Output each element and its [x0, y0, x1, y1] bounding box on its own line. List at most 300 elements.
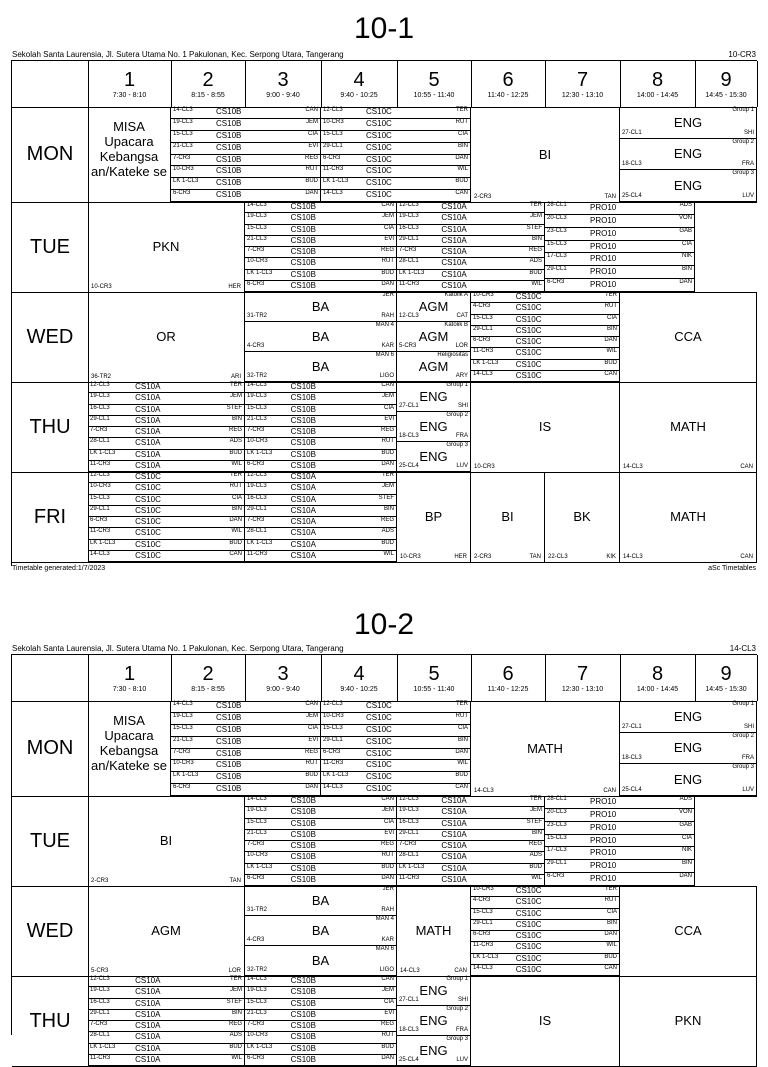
course-code: CS10A: [290, 505, 316, 515]
course-code: CS10A: [441, 235, 467, 245]
subject-name: BI: [538, 146, 552, 162]
room-code: 28-CL1: [90, 438, 110, 445]
course-code: CS10C: [515, 348, 542, 358]
teacher-code: BUD: [381, 449, 394, 456]
course-code: CS10B: [290, 998, 316, 1008]
schedule-line: [321, 701, 470, 713]
room-code: 19-CL3: [173, 118, 193, 125]
course-code: CS10B: [216, 118, 242, 128]
course-code: CS10B: [216, 748, 242, 758]
room-code: 15-CL3: [547, 834, 567, 841]
room-code: 20-CL3: [547, 214, 567, 221]
teacher-code: EVI: [384, 829, 394, 836]
schedule-line: [88, 1032, 244, 1043]
room-code: 19-CL3: [247, 987, 267, 994]
teacher-code: RUT: [381, 438, 394, 445]
teacher-code: TER: [605, 886, 617, 892]
room-code: LK 1-CL3: [247, 269, 273, 276]
teacher-code: BUD: [604, 953, 617, 960]
room-code: 6-CR3: [323, 748, 341, 755]
teacher-code: RUT: [455, 712, 468, 719]
room-code: 32-TR2: [247, 373, 268, 379]
schedule-line: [397, 841, 544, 852]
teacher-code: RUT: [604, 303, 617, 310]
room-code: 19-CL3: [247, 213, 267, 220]
course-code: CS10B: [290, 213, 316, 223]
teacher-code: BIN: [231, 415, 242, 422]
schedule-line: [88, 976, 244, 987]
course-code: CS10A: [290, 539, 316, 549]
teacher-code: CAN: [229, 550, 242, 557]
teacher-code: CAN: [604, 964, 617, 971]
course-code: PRO10: [590, 203, 617, 212]
room-code: 28-CL1: [399, 852, 419, 859]
course-code: CS10A: [441, 213, 467, 223]
course-code: CS10B: [290, 863, 316, 873]
group-line: [397, 1036, 470, 1066]
teacher-code: DAN: [455, 154, 468, 161]
room-code: 29-CL1: [547, 266, 567, 273]
teacher-code: REG: [528, 247, 542, 253]
course-code: CS10B: [290, 1032, 316, 1042]
teacher-code: BUD: [381, 863, 394, 870]
teacher-code: CIA: [307, 130, 318, 137]
generated-note: Timetable generated:1/7/2023: [12, 565, 106, 572]
period-time: 10:55 - 11:40: [413, 92, 455, 99]
teacher-code: DAN: [381, 460, 394, 467]
subject-name: ENG: [419, 449, 448, 464]
room-code: 29-CL1: [247, 505, 267, 512]
teacher-code: JEM: [530, 213, 542, 220]
teacher-code: BIN: [606, 919, 617, 926]
period-number: 2: [202, 663, 214, 685]
room-code: 32-TR2: [247, 967, 268, 973]
teacher-code: STEF: [526, 224, 542, 231]
timetable-cell: [471, 976, 620, 1066]
page-title: 10-1: [353, 12, 415, 45]
room-code: 7-CR3: [247, 841, 265, 847]
room-code: 7-CR3: [247, 427, 265, 433]
course-code: PRO10: [590, 228, 617, 238]
course-code: CS10C: [515, 359, 542, 369]
room-code: 11-CR3: [323, 166, 344, 173]
group-tag: Group 1: [446, 382, 468, 388]
teacher-code: BUD: [381, 269, 394, 276]
teacher-code: WIL: [231, 1054, 242, 1061]
room-code: 7-CR3: [399, 247, 417, 253]
period-time: 14:00 - 14:45: [636, 92, 679, 99]
course-code: CS10C: [366, 712, 392, 722]
course-code: CS10B: [290, 1021, 316, 1030]
course-code: CS10A: [441, 829, 467, 839]
schedule-line: [471, 886, 619, 897]
teacher-code: KIK: [606, 554, 616, 560]
room-code: 27-CL1: [399, 997, 419, 1003]
subject-name: BA: [311, 359, 330, 374]
schedule-line: [245, 999, 396, 1010]
course-code: CS10A: [135, 1054, 161, 1064]
room-code: LK 1-CL3: [247, 863, 273, 870]
subject-name: MISA Upacara Kebangsa an/Kateke se: [91, 119, 167, 179]
teacher-code: LUV: [456, 1057, 468, 1063]
schedule-line: [88, 1055, 244, 1066]
subject-name: CCA: [674, 923, 702, 938]
day-label: TUE: [12, 796, 89, 886]
course-code: CS10B: [216, 142, 242, 152]
teacher-code: JEM: [382, 807, 394, 814]
teacher-code: LIGO: [379, 373, 394, 379]
teacher-code: BIN: [531, 829, 542, 836]
teacher-code: CAN: [381, 202, 394, 208]
course-code: CS10A: [135, 1021, 161, 1030]
room-code: 19-CL3: [399, 807, 419, 814]
room-code: 23-CL3: [547, 821, 567, 828]
room-code: 10-CR3: [473, 886, 494, 892]
course-code: CS10B: [290, 1054, 316, 1064]
course-code: PRO10: [590, 797, 617, 806]
subject-name: BI: [501, 509, 514, 524]
room-code: 29-CL1: [90, 1009, 110, 1016]
teacher-code: LOR: [228, 968, 241, 974]
teacher-code: CAT: [456, 313, 468, 319]
course-code: CS10C: [515, 942, 542, 952]
room-code: 14-CL3: [173, 107, 193, 113]
group-tag: JER: [382, 886, 394, 892]
timetable-cell: [620, 886, 757, 976]
day-label: WED: [12, 886, 89, 976]
course-code: CS10B: [290, 1043, 316, 1053]
course-code: CS10A: [441, 258, 467, 268]
course-code: CS10B: [216, 166, 242, 176]
teacher-code: BUD: [305, 772, 318, 779]
room-code: 14-CL3: [400, 968, 420, 974]
course-code: CS10A: [441, 796, 467, 805]
subject-name: CCA: [674, 329, 702, 344]
timetable-cell: [545, 796, 695, 886]
room-code: 21-CL3: [247, 1009, 267, 1016]
course-code: CS10C: [515, 303, 542, 313]
room-code: 6-CR3: [247, 874, 265, 881]
course-code: CS10A: [290, 483, 316, 493]
teacher-code: CAN: [381, 796, 394, 802]
room-code: 10-CR3: [247, 852, 268, 859]
room-code: 14-CL3: [247, 796, 267, 802]
timetable-cell: [397, 886, 471, 976]
period-time: 14:45 - 15:30: [705, 686, 747, 693]
schedule-line: [88, 1010, 244, 1021]
teacher-code: DAN: [381, 280, 394, 287]
room-code: 16-CL3: [247, 494, 267, 501]
teacher-code: WIL: [531, 280, 542, 287]
course-code: CS10A: [441, 852, 467, 862]
teacher-code: DAN: [229, 517, 242, 523]
timetable-cell: [321, 701, 471, 796]
subject-name: ENG: [673, 740, 703, 756]
room-code: LK 1-CL3: [323, 772, 349, 779]
course-code: CS10C: [515, 337, 542, 346]
subject-name: ENG: [419, 1043, 448, 1058]
teacher-code: DAN: [305, 190, 318, 197]
course-code: CS10B: [290, 247, 316, 256]
subject-name: PKN: [674, 1013, 702, 1028]
teacher-code: REG: [380, 247, 394, 253]
room-code: LK 1-CL3: [90, 1043, 116, 1050]
room-code: 10-CR3: [247, 258, 268, 265]
course-code: CS10A: [290, 550, 316, 560]
course-code: CS10C: [515, 953, 542, 963]
day-row: [12, 796, 757, 887]
room-code: 12-CL3: [247, 472, 267, 478]
teacher-code: CIA: [231, 494, 242, 501]
period-time: 7:30 - 8:10: [112, 92, 147, 99]
room-code: 12-CL3: [90, 976, 110, 982]
schedule-line: [245, 1010, 396, 1021]
teacher-code: REG: [304, 154, 318, 161]
course-code: CS10B: [290, 818, 316, 828]
teacher-code: BIN: [457, 736, 468, 743]
room-code: 14-CL3: [623, 464, 643, 470]
subject-name: ENG: [673, 772, 703, 788]
room-code: 6-CR3: [173, 784, 191, 791]
room-code: 18-CL3: [622, 161, 642, 168]
course-code: PRO10: [590, 215, 617, 225]
course-code: CS10A: [441, 818, 467, 828]
period-time: 11:40 - 12:25: [487, 686, 529, 693]
group-tag: Religiositas: [437, 352, 468, 358]
teacher-code: KAR: [381, 343, 394, 349]
room-code: LK 1-CL3: [399, 269, 425, 276]
generator-name: aSc Timetables: [708, 565, 756, 572]
room-code: 6-CR3: [173, 190, 191, 197]
schedule-line: [171, 760, 320, 772]
room-code: 14-CL3: [473, 964, 493, 971]
room-code: LK 1-CL3: [473, 359, 499, 366]
teacher-code: TAN: [229, 878, 241, 884]
subject-name: BA: [311, 329, 330, 344]
course-code: CS10A: [441, 202, 467, 211]
teacher-code: CAN: [455, 190, 468, 197]
room-code: 21-CL3: [247, 415, 267, 422]
period-cell: [545, 655, 621, 701]
subject-name: ENG: [673, 114, 703, 130]
schedule-line: [545, 822, 694, 835]
period-number: 4: [353, 69, 365, 91]
teacher-code: JEM: [382, 483, 394, 490]
teacher-code: CAN: [305, 701, 318, 707]
course-code: CS10C: [135, 550, 161, 560]
room-code: 15-CL3: [247, 224, 267, 231]
course-code: CS10B: [290, 796, 316, 805]
subject-name: OR: [156, 329, 176, 344]
teacher-code: BUD: [529, 269, 542, 276]
teacher-code: CIA: [606, 314, 617, 321]
teacher-code: FRA: [456, 1027, 468, 1033]
room-code: 4-CR3: [247, 343, 265, 349]
teacher-code: BUD: [455, 772, 468, 779]
course-code: CS10B: [290, 987, 316, 997]
subject-name: MISA Upacara Kebangsa an/Kateke se: [91, 713, 167, 773]
course-code: PRO10: [590, 241, 617, 251]
room-code: LK 1-CL3: [90, 539, 116, 546]
teacher-code: CAN: [454, 968, 467, 974]
teacher-code: CIA: [383, 818, 394, 825]
teacher-code: SHI: [743, 129, 754, 136]
teacher-code: REG: [380, 1021, 394, 1027]
schedule-line: [471, 897, 619, 908]
room-code: 7-CR3: [247, 1021, 265, 1027]
room-code: 19-CL3: [247, 807, 267, 814]
period-time: 12:30 - 13:10: [561, 92, 604, 99]
room-code: 7-CR3: [247, 517, 265, 523]
teacher-code: CIA: [457, 130, 468, 137]
schedule-line: [88, 1021, 244, 1032]
schedule-line: [397, 864, 544, 875]
room-code: 15-CL3: [547, 240, 567, 247]
period-time: 14:45 - 15:30: [705, 92, 747, 99]
schedule-line: [245, 841, 396, 852]
period-number: 6: [502, 663, 514, 685]
course-code: CS10C: [515, 314, 542, 324]
period-cell: [171, 655, 246, 701]
schedule-line: [545, 860, 694, 873]
period-time: 8:15 - 8:55: [191, 92, 225, 99]
teacher-code: JEM: [382, 987, 394, 994]
teacher-code: CIA: [681, 240, 692, 247]
group-line: [620, 733, 756, 765]
schedule-line: [397, 852, 544, 863]
day-label: MON: [12, 107, 89, 202]
group-line: [245, 916, 396, 946]
schedule-line: [545, 847, 694, 860]
group-tag: MAN 6: [375, 352, 394, 358]
teacher-code: ARY: [455, 373, 468, 379]
room-code: 21-CL3: [173, 736, 193, 743]
teacher-code: WIL: [531, 874, 542, 881]
course-code: CS10B: [290, 404, 316, 414]
course-code: PRO10: [590, 267, 617, 277]
group-tag: Group 1: [732, 107, 754, 113]
schedule-line: [471, 942, 619, 953]
timetable-cell: [88, 796, 245, 886]
teacher-code: JEM: [306, 712, 318, 719]
group-line: [620, 701, 756, 733]
period-cell: [695, 655, 758, 701]
course-code: CS10A: [290, 472, 316, 481]
teacher-code: STEF: [226, 404, 242, 411]
room-code: 29-CL1: [399, 235, 419, 242]
room-code: 18-CL3: [399, 1027, 419, 1033]
teacher-code: BUD: [229, 1043, 242, 1050]
room-code: 16-CL3: [399, 224, 419, 231]
subject-name: MATH: [415, 923, 452, 938]
teacher-code: BIN: [383, 505, 394, 512]
schedule-line: [397, 875, 544, 886]
schedule-line: [245, 1032, 396, 1043]
room-code: 29-CL1: [323, 736, 343, 743]
room-code: 11-CR3: [473, 348, 494, 355]
teacher-code: EVI: [308, 736, 318, 743]
room-code: 17-CL3: [547, 847, 567, 854]
teacher-code: EVI: [308, 142, 318, 149]
room-code: 7-CR3: [90, 427, 108, 433]
subject-name: ENG: [673, 146, 703, 162]
group-tag: Katolik A: [444, 292, 468, 298]
teacher-code: NIK: [681, 847, 692, 854]
room-code: 10-CR3: [323, 712, 344, 719]
course-code: CS10A: [441, 247, 467, 256]
course-code: CS10C: [366, 154, 392, 164]
period-number: 1: [123, 663, 136, 685]
school-address: Sekolah Santa Laurensia, Jl. Sutera Utama No. 1 Pakulonan, Kec. Serpong Utara, Tangerang: [12, 50, 344, 59]
subject-name: AGM: [418, 329, 449, 344]
room-code: 5-CR3: [91, 968, 109, 974]
course-code: CS10C: [135, 528, 161, 538]
course-code: CS10C: [515, 964, 542, 974]
room-code: 29-CL1: [323, 142, 343, 149]
teacher-code: RUT: [381, 258, 394, 265]
schedule-line: [471, 954, 619, 965]
room-code: 2-CR3: [474, 554, 492, 560]
room-code: 14-CL3: [623, 554, 643, 560]
group-tag: Group 3: [732, 170, 754, 177]
group-tag: Group 3: [446, 1036, 468, 1042]
room-code: 18-CL3: [399, 433, 419, 439]
teacher-code: FRA: [456, 433, 468, 439]
room-code: 25-CL4: [399, 1057, 419, 1063]
teacher-code: STEF: [378, 494, 394, 501]
room-code: 6-CR3: [247, 460, 265, 467]
teacher-code: HER: [454, 554, 467, 560]
timetable-cell: [397, 796, 545, 886]
period-number: 3: [277, 69, 289, 91]
teacher-code: RAH: [381, 907, 394, 913]
room-code: 15-CL3: [247, 818, 267, 825]
teacher-code: JEM: [382, 393, 394, 400]
schedule-line: [245, 1055, 396, 1066]
teacher-code: BIN: [681, 860, 692, 867]
course-code: CS10C: [515, 325, 542, 335]
room-code: 6-CR3: [323, 154, 341, 161]
course-code: CS10B: [290, 460, 316, 470]
course-code: CS10B: [216, 760, 242, 770]
teacher-code: ADS: [229, 1032, 242, 1039]
teacher-code: ADS: [529, 258, 542, 265]
course-code: CS10A: [441, 841, 467, 850]
room-code: 19-CL3: [90, 393, 110, 400]
room-code: 7-CR3: [173, 748, 191, 755]
period-header-row: [12, 655, 757, 702]
teacher-code: WIL: [231, 528, 242, 535]
course-code: PRO10: [590, 848, 617, 858]
group-tag: Group 2: [732, 138, 754, 145]
subject-name: MATH: [527, 740, 563, 756]
room-code: 12-CL3: [399, 796, 419, 802]
subject-name: BK: [573, 509, 591, 524]
room-code: 19-CL3: [399, 213, 419, 220]
course-code: PRO10: [590, 874, 617, 884]
room-code: 10-CR3: [247, 438, 268, 445]
period-number: 9: [720, 69, 732, 91]
teacher-code: CAN: [305, 107, 318, 113]
teacher-code: REG: [528, 841, 542, 847]
room-code: 10-CR3: [90, 483, 111, 490]
room-code: 12-CL3: [90, 472, 110, 478]
room-code: 11-CR3: [90, 528, 111, 535]
room-code: 28-CL1: [247, 528, 267, 535]
teacher-code: ADS: [679, 796, 692, 802]
course-code: CS10B: [290, 280, 316, 290]
course-code: CS10C: [366, 748, 392, 758]
